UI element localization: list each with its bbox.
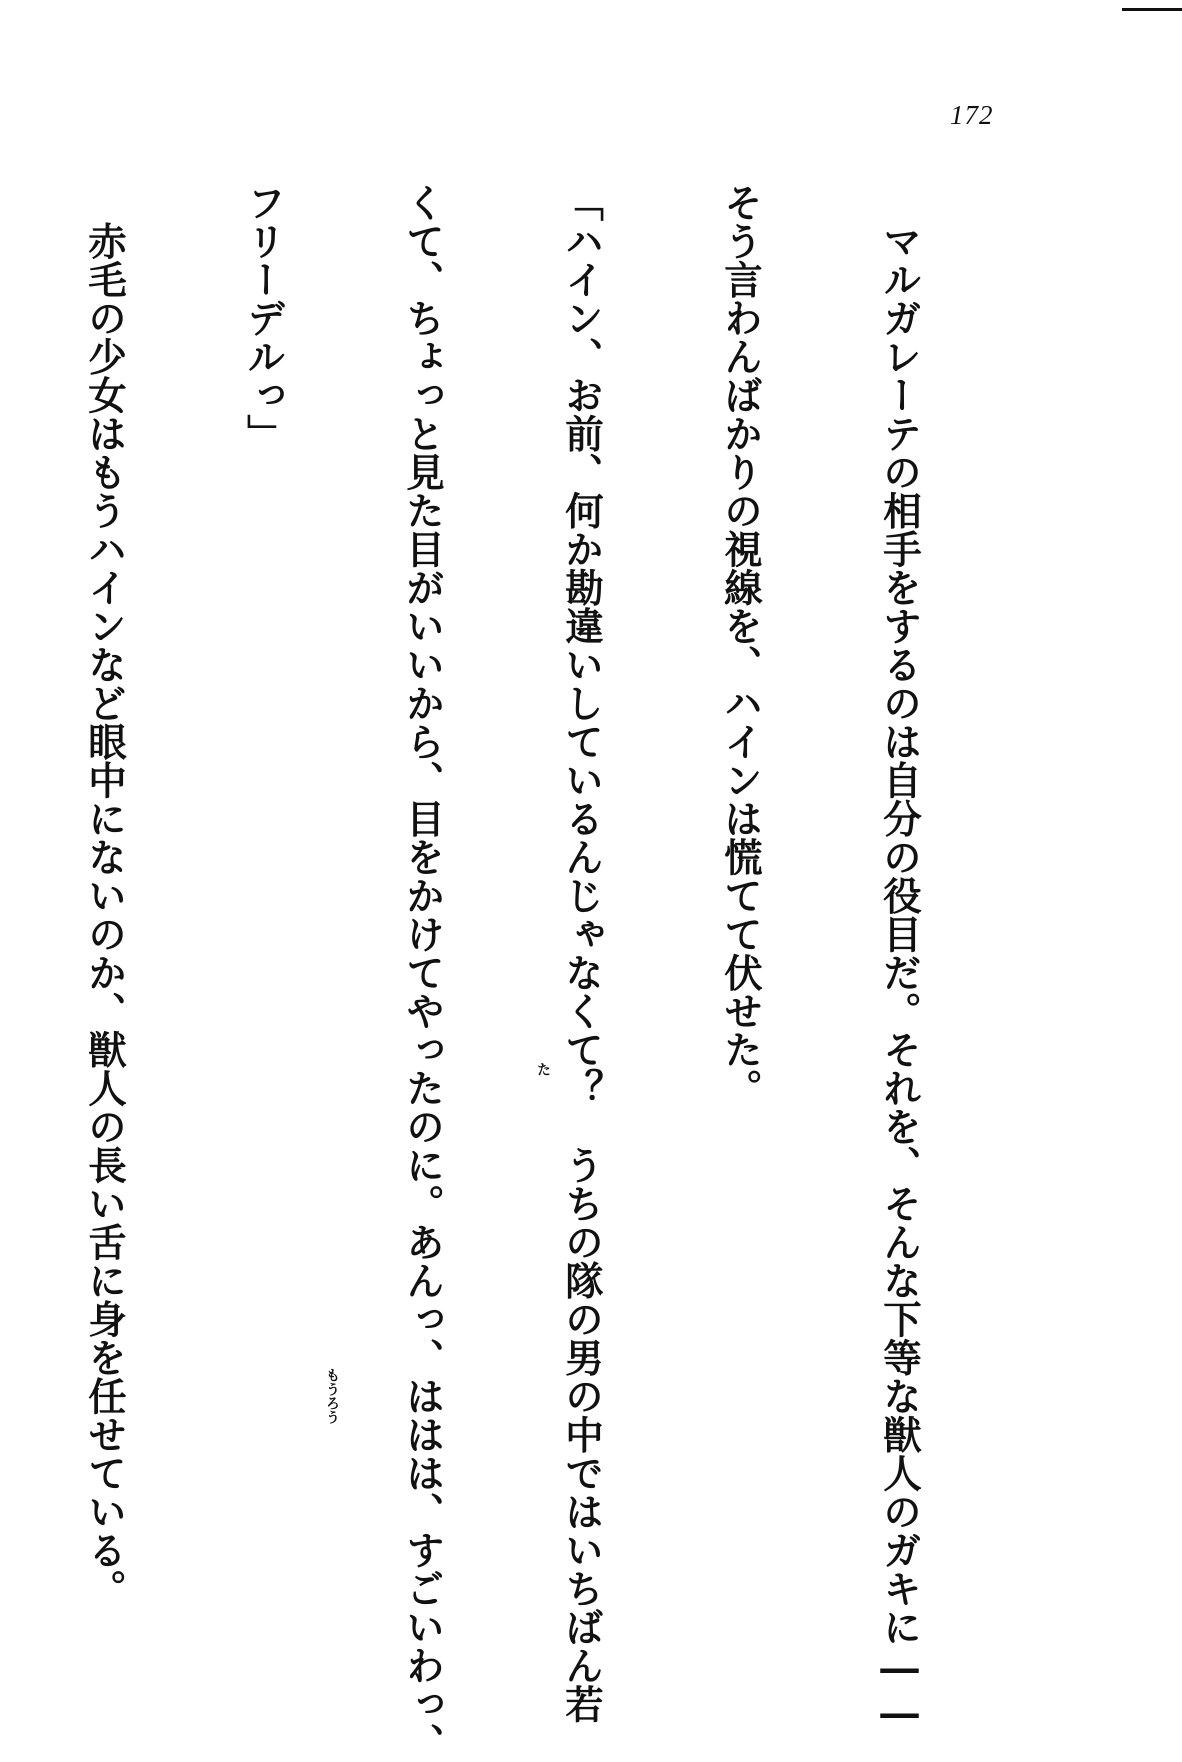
text-line: フリーデルっ」 (241, 183, 286, 453)
page-number: 172 (950, 100, 994, 130)
text-line: マルガレーテの相手をするのは自分の役目だ。それを、そんな下等な獣人のガキに―― (877, 183, 922, 1736)
text-line: そう言わんばかりの視線を、ハインは慌てて伏せた。 (718, 183, 763, 1107)
furigana-mourou: もうろう (324, 1368, 340, 1424)
text-line: くて、ちょっと見た目がいいから、目をかけてやったのに。あんっ、ははは、すごいわっ、 (400, 183, 445, 1762)
text-line: 「ハイン、お前、何か勘違いしているんじゃなくて？ うちの隊の男の中ではいちばん若 (559, 183, 604, 1723)
corner-rule (1122, 8, 1182, 11)
furigana-tatsu: た (535, 1062, 551, 1076)
text-line: 赤毛の少女はもうハインなど眼中にないのか、獣人の長い舌に身を任せている。 (82, 183, 127, 1608)
body-text (0, 183, 1032, 1762)
